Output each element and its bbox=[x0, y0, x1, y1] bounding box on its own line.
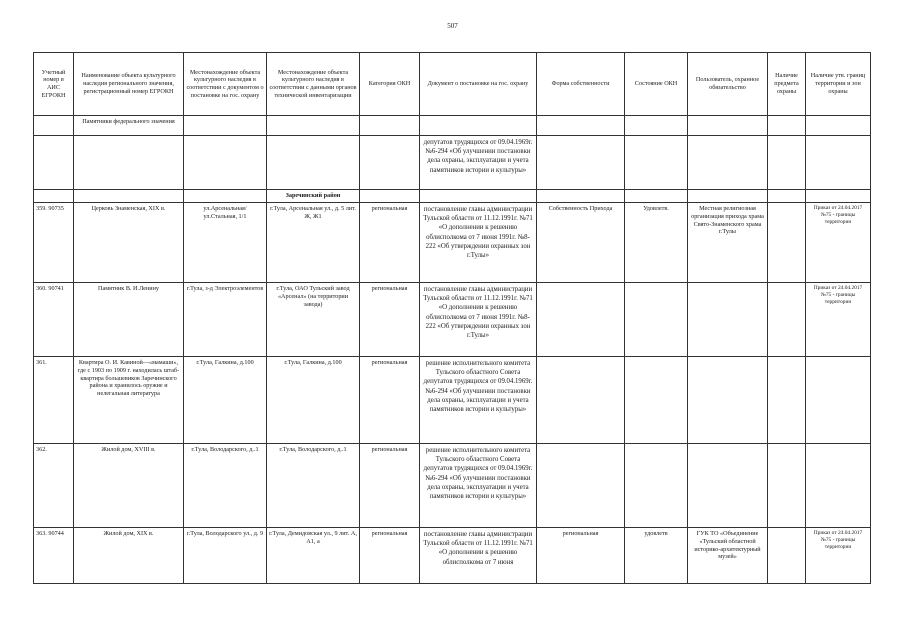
table-row bbox=[34, 528, 871, 584]
location-document: г.Тула, Володарского, д..1 bbox=[184, 444, 267, 528]
category: региональная bbox=[360, 283, 420, 357]
protection-document: постановление главы администрации Тульской области от 11.12.1991г. №71 «О дополнении к решению облисполкома от 7 июня 1991г. №8-222 «Об утверждении охранных зон г.Тулы» bbox=[420, 283, 537, 357]
header-cell: Местонахождение объекта культурного наследия в соответствии с документом о постановке на гос. охрану bbox=[184, 53, 267, 116]
protection-document: решение исполнительного комитета Тульского областного Совета депутатов трудящихся от 09.04.1969г. №6-294 «Об улучшении постановки дела охраны, эксплуатации и учета памятников истории и культуры» bbox=[420, 444, 537, 528]
record-number: 361. bbox=[34, 357, 74, 444]
table-row bbox=[34, 357, 871, 444]
ownership-form: Собственность Прихода bbox=[537, 203, 625, 283]
location-document: г.Тула, Володарского ул., д. 9 bbox=[184, 528, 267, 584]
category: региональная bbox=[360, 357, 420, 444]
ownership-form bbox=[537, 283, 625, 357]
header-cell: Наименование объекта культурного наследия регионального значения, регистрационный номер ЕГРОКН bbox=[74, 53, 184, 116]
page-number: 507 bbox=[447, 22, 458, 30]
header-cell: Местонахождение объекта культурного наследия в соответствии с данными органов технической инвентаризации bbox=[267, 53, 360, 116]
object-name: Памятник В. И.Ленину bbox=[74, 283, 184, 357]
header-cell: Пользователь, охранное обязательство bbox=[688, 53, 768, 116]
protection-document: решение исполнительного комитета Тульского областного Совета депутатов трудящихся от 09.04.1969г. №6-294 «Об улучшении постановки дела охраны, эксплуатации и учета памятников истории и культуры» bbox=[420, 357, 537, 444]
protection-document: постановление главы администрации Тульской области от 11.12.1991г. №71 «О дополнении к решению облисполкома от 7 июня bbox=[420, 528, 537, 584]
object-name: Жилой дом, XIX в. bbox=[74, 528, 184, 584]
user-obligation: Местная религиозная организация прихода храма Свято-Знаменского храма г.Тулы bbox=[688, 203, 768, 283]
header-cell: Учетный номер в АИС ЕГРОКН bbox=[34, 53, 74, 116]
condition-state: Удовлетв. bbox=[625, 203, 688, 283]
heritage-register-table bbox=[33, 52, 871, 584]
ownership-form bbox=[537, 444, 625, 528]
category: региональная bbox=[360, 203, 420, 283]
approved-borders: Приказ от 24.04.2017 №75 - границы территории bbox=[806, 528, 871, 584]
protection-subject bbox=[768, 444, 806, 528]
approved-borders: Приказ от 24.04.2017 №75 - границы территории bbox=[806, 203, 871, 283]
continuation-document-text: депутатов трудящихся от 09.04.1969г. №6-294 «Об улучшении постановки дела охраны, эксплуатации и учета памятников истории и культуры» bbox=[420, 136, 537, 190]
condition-state: удовлетв bbox=[625, 528, 688, 584]
category-row bbox=[34, 116, 871, 136]
header-cell: Наличие утв. границ территории и зон охраны bbox=[806, 53, 871, 116]
location-technical: г.Тула, ОАО Тульский завод «Арсенал» (на территории завода) bbox=[267, 283, 360, 357]
approved-borders bbox=[806, 357, 871, 444]
record-number: 362. bbox=[34, 444, 74, 528]
condition-state bbox=[625, 357, 688, 444]
protection-subject bbox=[768, 528, 806, 584]
category: региональная bbox=[360, 528, 420, 584]
ownership-form bbox=[537, 357, 625, 444]
condition-state bbox=[625, 444, 688, 528]
object-name: Квартира О. И. Кавиной—«мамаши», где с 1903 по 1909 г. находилась штаб-квартира большевиков Заречинского района и хранилось оружие и нелегальная литература bbox=[74, 357, 184, 444]
district-name: Заречинский район bbox=[267, 190, 360, 203]
table-row bbox=[34, 444, 871, 528]
category-label: Памятники федерального значения bbox=[74, 116, 184, 136]
user-obligation: ГУК ТО «Объединение «Тульский областной историко-архитектурный музей» bbox=[688, 528, 768, 584]
location-document: ул.Арсенальная/ ул.Стальная, 1/1 bbox=[184, 203, 267, 283]
approved-borders: Приказ от 24.04.2017 №75 - границы территории bbox=[806, 283, 871, 357]
record-number: 359. 90735 bbox=[34, 203, 74, 283]
location-document: г.Тула, Галкина, д.100 bbox=[184, 357, 267, 444]
header-cell: Наличие предмета охраны bbox=[768, 53, 806, 116]
protection-subject bbox=[768, 283, 806, 357]
location-technical: г.Тула, Володарского, д..1 bbox=[267, 444, 360, 528]
user-obligation bbox=[688, 357, 768, 444]
object-name: Церковь Знаменская, XIX в. bbox=[74, 203, 184, 283]
header-cell: Категория ОКН bbox=[360, 53, 420, 116]
record-number: 360. 90741 bbox=[34, 283, 74, 357]
protection-document: постановление главы администрации Тульской области от 11.12.1991г. №71 «О дополнении к решению облисполкома от 7 июня 1991г. №8-222 «Об утверждении охранных зон г.Тулы» bbox=[420, 203, 537, 283]
approved-borders bbox=[806, 444, 871, 528]
district-row bbox=[34, 190, 871, 203]
table-row bbox=[34, 283, 871, 357]
user-obligation bbox=[688, 283, 768, 357]
location-document: г.Тула, з-д Электроэлементов bbox=[184, 283, 267, 357]
condition-state bbox=[625, 283, 688, 357]
category: региональная bbox=[360, 444, 420, 528]
header-row bbox=[34, 53, 871, 116]
location-technical: г.Тула, Демидовская ул., 9 лит. А, А1, а bbox=[267, 528, 360, 584]
protection-subject bbox=[768, 203, 806, 283]
table-row bbox=[34, 203, 871, 283]
protection-subject bbox=[768, 357, 806, 444]
record-number: 363. 90744 bbox=[34, 528, 74, 584]
header-cell: Форма собственности bbox=[537, 53, 625, 116]
ownership-form: региональная bbox=[537, 528, 625, 584]
object-name: Жилой дом, XVIII в. bbox=[74, 444, 184, 528]
location-technical: г.Тула, Арсенальная ул., д. 5 лит. Ж, Ж1 bbox=[267, 203, 360, 283]
user-obligation bbox=[688, 444, 768, 528]
header-cell: Документ о постановке на гос. охрану bbox=[420, 53, 537, 116]
location-technical: г.Тула, Галкина, д.100 bbox=[267, 357, 360, 444]
header-cell: Состояние ОКН bbox=[625, 53, 688, 116]
continuation-row bbox=[34, 136, 871, 190]
